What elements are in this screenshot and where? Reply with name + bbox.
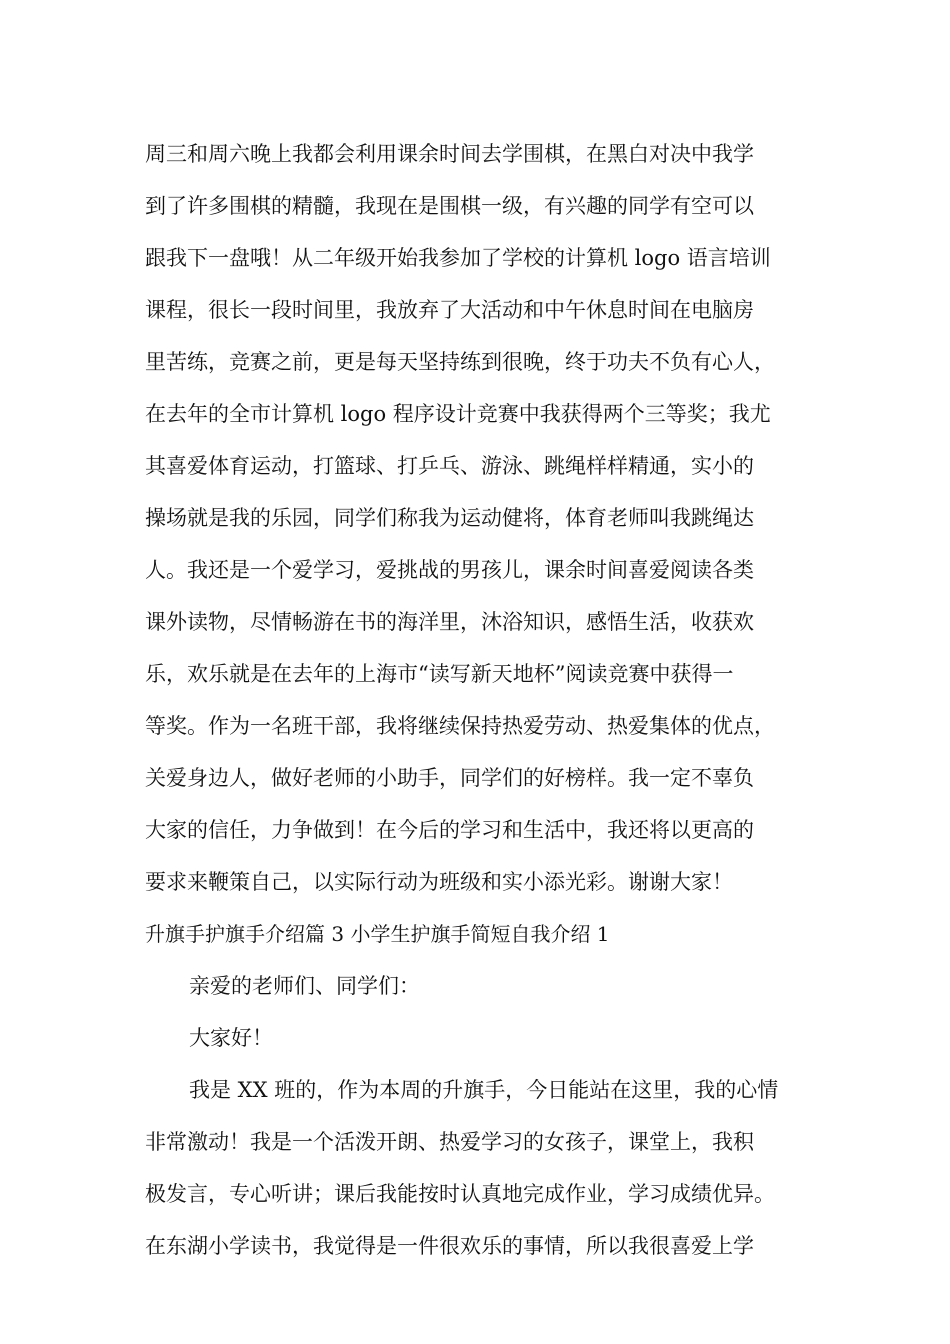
para2-line: 在东湖小学读书，我觉得是一件很欢乐的事情，所以我很喜爱上学 bbox=[145, 1234, 754, 1258]
para2-line: 我是 XX 班的，作为本周的升旗手，今日能站在这里，我的心情 bbox=[189, 1078, 779, 1102]
body-line: 操场就是我的乐园，同学们称我为运动健将，体育老师叫我跳绳达 bbox=[145, 506, 754, 530]
body-line: 周三和周六晚上我都会利用课余时间去学围棋，在黑白对决中我学 bbox=[145, 142, 754, 166]
body-line: 里苦练，竞赛之前，更是每天坚持练到很晚，终于功夫不负有心人， bbox=[145, 350, 775, 374]
body-line: 关爱身边人，做好老师的小助手，同学们的好榜样。我一定不辜负 bbox=[145, 766, 754, 790]
body-line: 课外读物，尽情畅游在书的海洋里，沐浴知识，感悟生活，收获欢 bbox=[145, 610, 754, 634]
hello-line: 大家好！ bbox=[189, 1026, 273, 1050]
body-line: 要求来鞭策自己，以实际行动为班级和实小添光彩。谢谢大家！ bbox=[145, 870, 733, 894]
body-line: 到了许多围棋的精髓，我现在是围棋一级，有兴趣的同学有空可以 bbox=[145, 194, 754, 218]
body-line: 其喜爱体育运动，打篮球、打乒乓、游泳、跳绳样样精通，实小的 bbox=[145, 454, 754, 478]
section-heading: 升旗手护旗手介绍篇 3 小学生护旗手简短自我介绍 1 bbox=[145, 922, 610, 946]
body-line: 课程，很长一段时间里，我放弃了大活动和中午休息时间在电脑房 bbox=[145, 298, 754, 322]
body-line: 乐，欢乐就是在去年的上海市“读写新天地杯”阅读竞赛中获得一 bbox=[145, 662, 734, 686]
body-line: 人。我还是一个爱学习，爱挑战的男孩儿，课余时间喜爱阅读各类 bbox=[145, 558, 754, 582]
para2-line: 非常激动！我是一个活泼开朗、热爱学习的女孩子，课堂上，我积 bbox=[145, 1130, 754, 1154]
greeting-line: 亲爱的老师们、同学们： bbox=[189, 974, 420, 998]
body-line: 大家的信任，力争做到！在今后的学习和生活中，我还将以更高的 bbox=[145, 818, 754, 842]
body-line: 等奖。作为一名班干部，我将继续保持热爱劳动、热爱集体的优点， bbox=[145, 714, 775, 738]
body-line: 在去年的全市计算机 logo 程序设计竞赛中我获得两个三等奖；我尤 bbox=[145, 402, 771, 426]
body-line: 跟我下一盘哦！从二年级开始我参加了学校的计算机 logo 语言培训 bbox=[145, 246, 771, 270]
para2-line: 极发言，专心听讲；课后我能按时认真地完成作业，学习成绩优异。 bbox=[145, 1182, 775, 1206]
document-body bbox=[145, 128, 825, 1272]
